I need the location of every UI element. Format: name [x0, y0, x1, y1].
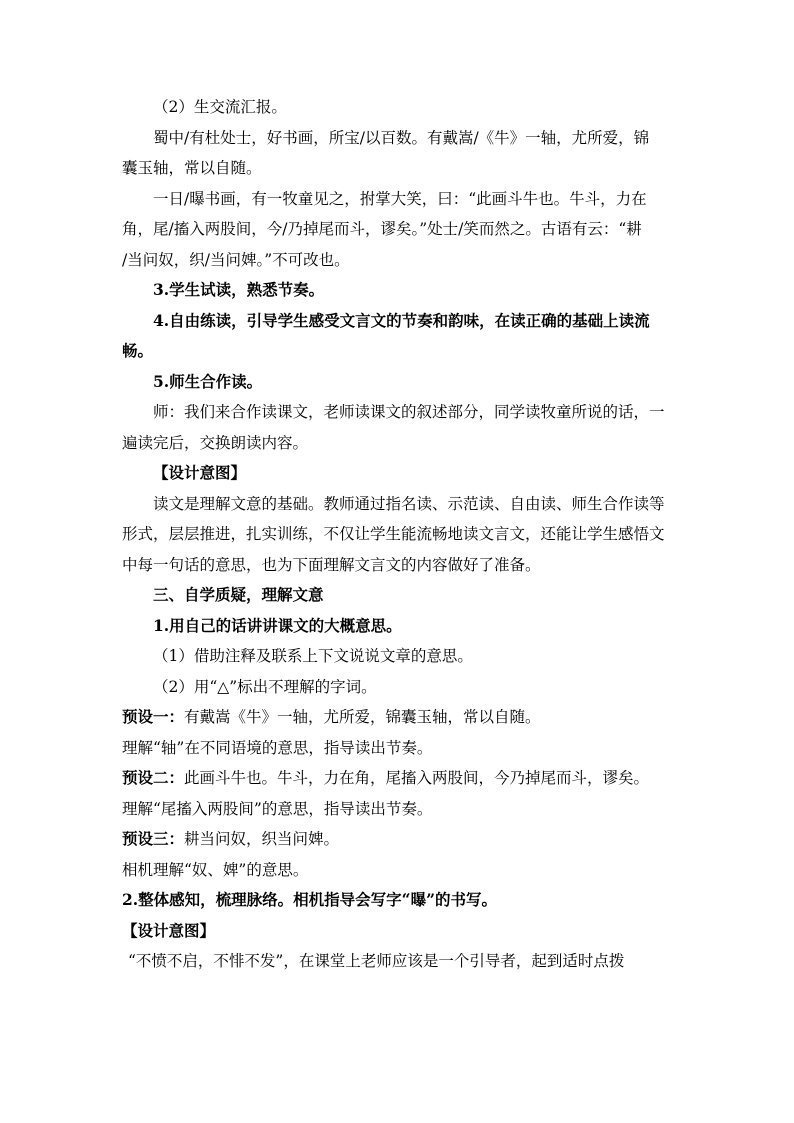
step-heading-4-cont: 畅。 — [122, 341, 154, 360]
text-line-19: （1）借助注释及联系上下文说说文章的意思。 — [153, 647, 473, 665]
step-heading-5: 5.师生合作读。 — [153, 371, 263, 391]
text-line-1: （2）生交流汇报。 — [153, 98, 287, 116]
document-page — [122, 92, 678, 977]
design-intent-heading-1: 【设计意图】 — [153, 463, 247, 482]
step-heading-2: 2.整体感知，梳理脉络。相机指导会写字“曝”的书写。 — [122, 890, 498, 909]
preset-3-text: 耕当问奴，织当问婢。 — [184, 830, 340, 848]
text-line-24: 理解“尾搐入两股间”的意思，指导读出节奏。 — [122, 799, 433, 818]
text-line-22: 理解“轴”在不同语境的意思，指导读出节奏。 — [122, 738, 433, 757]
text-line-11: 师：我们来合作读课文，老师读课文的叙述部分，同学读牧童所说的话，一 — [153, 403, 665, 421]
text-line-6: /当问奴，织/当问婢。”不可改也。 — [122, 250, 350, 269]
preset-1-text: 有戴嵩《牛》一轴，尤所爱，锦囊玉轴，常以自随。 — [184, 708, 541, 726]
step-heading-1: 1.用自己的话讲讲课文的大概意思。 — [153, 615, 402, 635]
preset-2-label: 预设二： — [122, 768, 185, 787]
design-intent-heading-2: 【设计意图】 — [122, 920, 216, 940]
text-line-4: 一日/曝书画，有一牧童见之，拊掌大笑，曰：“此画斗牛也。牛斗，力在 — [153, 189, 647, 208]
preset-3-label: 预设三： — [122, 829, 185, 848]
text-line-5: 角，尾/搐入两股间，今/乃掉尾而斗，谬矣。”处士/笑而然之。古语有云：“耕 — [122, 220, 642, 238]
preset-2 — [122, 763, 678, 794]
text-line-26: 相机理解“奴、婢”的意思。 — [122, 860, 309, 879]
text-line-2: 蜀中/有杜处士，好书画，所宝/以百数。有戴嵩/《牛》一轴，尤所爱，锦 — [153, 128, 650, 147]
text-line-15: 形式，层层推进，扎实训练，不仅让学生能流畅地读文言文，还能让学生感悟文 — [122, 525, 665, 543]
text-line-14: 读文是理解文意的基础。教师通过指名读、示范读、自由读、师生合作读等 — [153, 494, 665, 513]
text-line-12: 遍读完后，交换朗读内容。 — [122, 433, 309, 452]
text-line-29: “不愤不启，不悱不发”，在课堂上老师应该是一个引导者，起到适时点拨 — [128, 952, 625, 970]
preset-3 — [122, 824, 678, 855]
text-line-16: 中每一句话的意思，也为下面理解文言文的内容做好了准备。 — [122, 555, 541, 574]
text-line-20: （2）用“△”标出不理解的字词。 — [153, 677, 377, 696]
preset-1 — [122, 702, 678, 733]
preset-2-text: 此画斗牛也。牛斗，力在角，尾搐入两股间，今乃掉尾而斗，谬矣。 — [184, 769, 650, 787]
section-heading-3: 三、自学质疑，理解文意 — [153, 585, 324, 604]
text-line-3: 囊玉轴，常以自随。 — [122, 159, 262, 177]
step-heading-4: 4.自由练读，引导学生感受文言文的节奏和韵味，在读正确的基础上读流 — [153, 310, 650, 330]
preset-1-label: 预设一： — [122, 707, 185, 726]
step-heading-3: 3.学生试读，熟悉节奏。 — [153, 280, 325, 299]
